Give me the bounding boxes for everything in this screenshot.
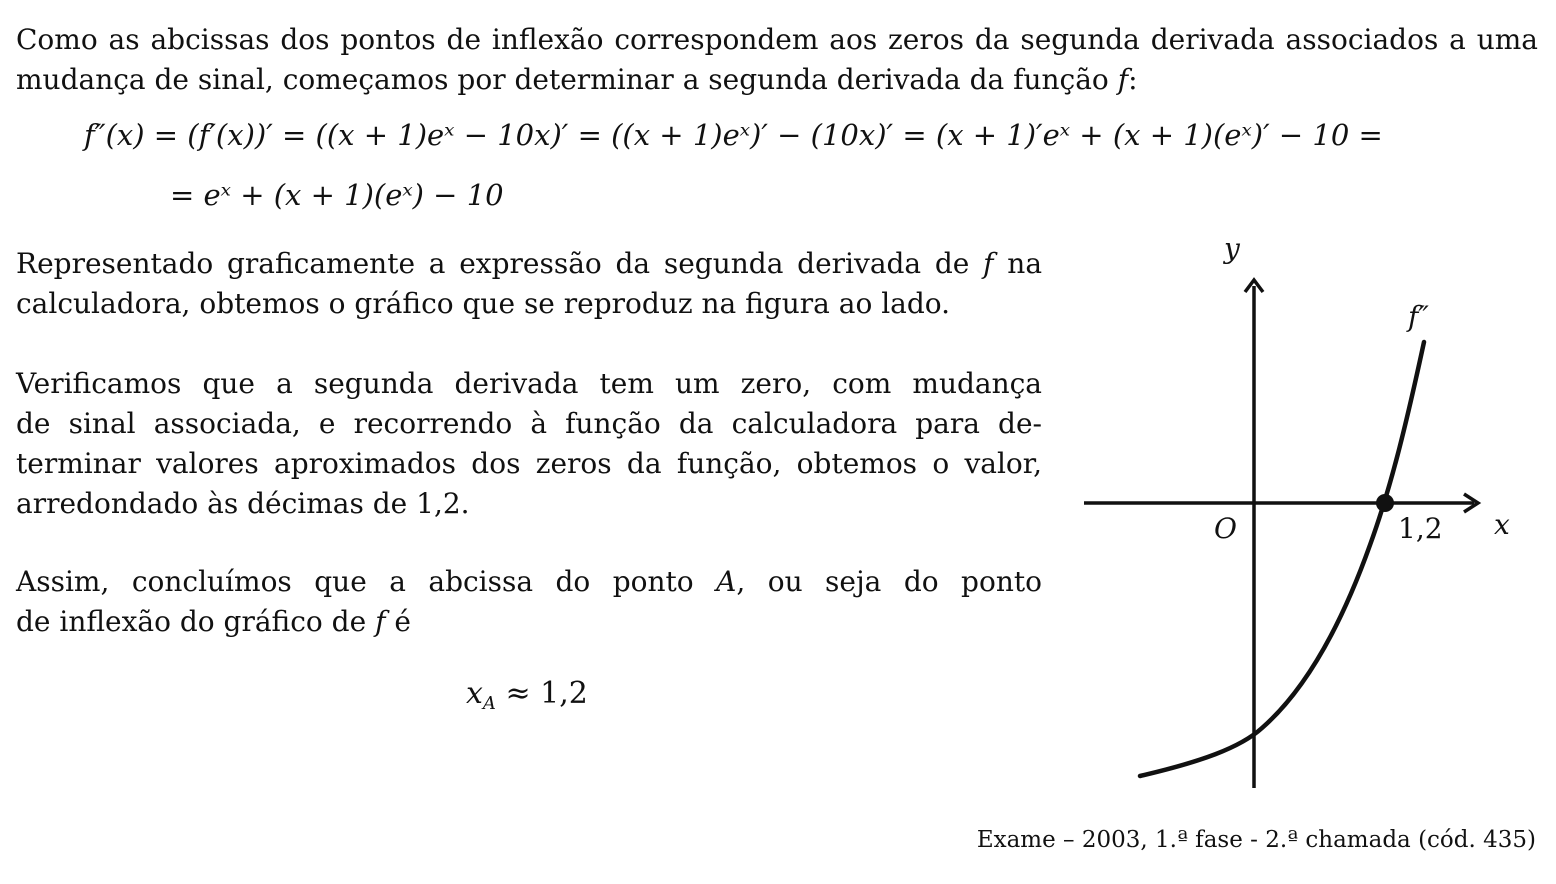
- p2-line-1: Verificamos que a segunda derivada tem um zero, com mudança: [16, 367, 1042, 400]
- p3-line-1-prefix: Assim, concluímos que a abcissa do ponto: [16, 565, 694, 598]
- x-axis-label: x: [1494, 508, 1510, 541]
- origin-label: O: [1214, 512, 1237, 545]
- result-var: x: [466, 676, 483, 711]
- result-value: 1,2: [540, 676, 588, 711]
- intro-line-2-prefix: mudança de sinal, começamos por determinar a segunda derivada da função: [16, 63, 1109, 96]
- p1-function-var: f: [983, 247, 994, 280]
- zero-point-marker: [1376, 494, 1394, 512]
- y-axis-label: y: [1224, 232, 1240, 265]
- zero-value-label: 1,2: [1398, 512, 1443, 545]
- p3-point-var: A: [716, 565, 737, 598]
- intro-line-2-suffix: :: [1128, 63, 1138, 96]
- intro-function-var: f: [1117, 63, 1129, 96]
- result-relation: ≈: [505, 676, 531, 711]
- f-second-derivative-curve: [1140, 342, 1424, 776]
- equation-line-2: = eˣ + (x + 1)(eˣ) − 10: [170, 178, 504, 212]
- p3-function-var: f: [375, 605, 386, 638]
- exam-reference: Exame – 2003, 1.ª fase - 2.ª chamada (cód. 435): [976, 827, 1536, 853]
- intro-line-1: Como as abcissas dos pontos de inflexão correspondem aos zeros da segunda derivada associados a uma: [16, 23, 1538, 56]
- equation-line-1: f″(x) = (f′(x))′ = ((x + 1)eˣ − 10x)′ = ((x + 1)eˣ)′ − (10x)′ = (x + 1)′eˣ + (x + 1)(eˣ)′ − 10 =: [84, 118, 1383, 152]
- p3-line-2-prefix: de inflexão do gráfico de: [16, 605, 367, 638]
- p1-line-2: calculadora, obtemos o gráfico que se reproduz na figura ao lado.: [16, 287, 951, 320]
- curve-label: f″: [1408, 300, 1429, 333]
- p1-line-1-suffix: na: [1007, 247, 1043, 280]
- p2-line-2: de sinal associada, e recorrendo à função da calculadora para de-: [16, 407, 1042, 440]
- p2-line-4: arredondado às décimas de 1,2.: [16, 487, 470, 520]
- p3-line-1-suffix: , ou seja do ponto: [736, 565, 1042, 598]
- p3-line-2-suffix: é: [394, 605, 411, 638]
- p2-line-3: terminar valores aproximados dos zeros da função, obtemos o valor,: [16, 447, 1042, 480]
- p1-line-1-prefix: Representado graficamente a expressão da segunda derivada de: [16, 247, 970, 280]
- result-subscript: A: [482, 693, 496, 714]
